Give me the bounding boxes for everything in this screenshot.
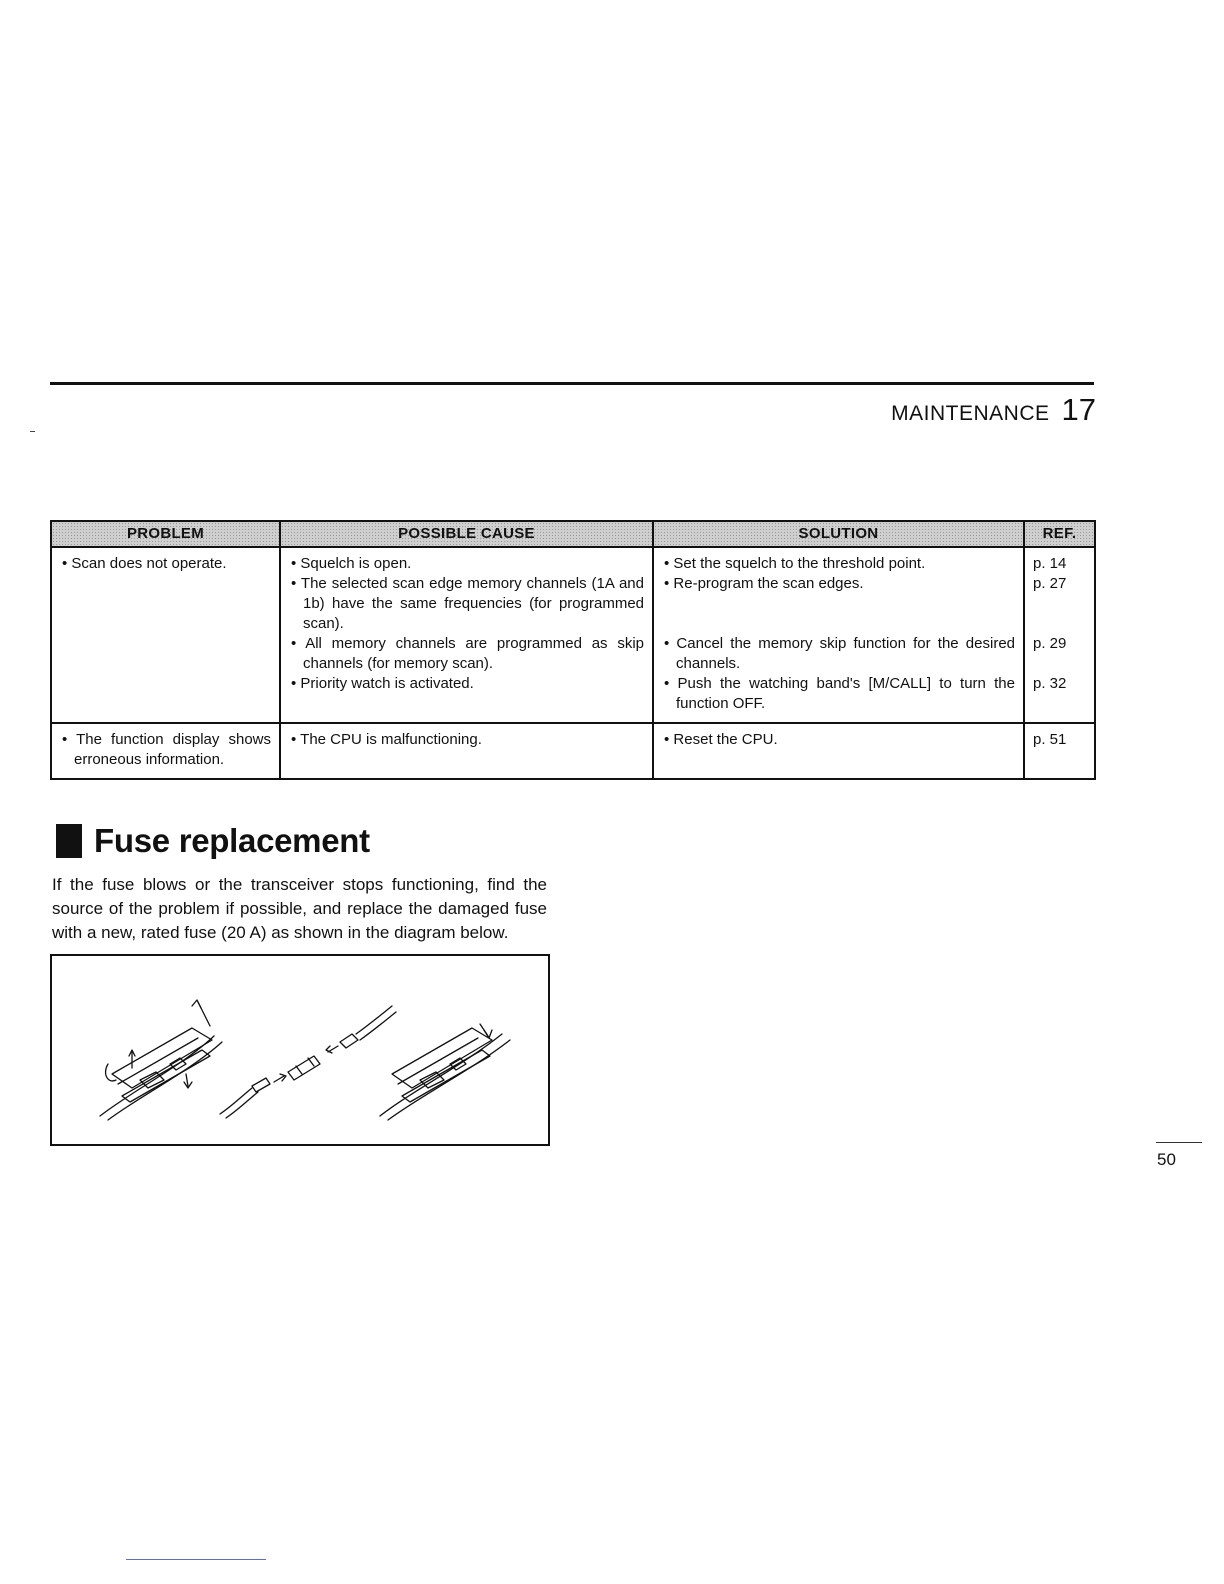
solution-item: • Reset the CPU. <box>662 730 1015 750</box>
spacer <box>1033 654 1086 674</box>
fuse-holder-closed-icon <box>380 1024 510 1120</box>
fuse-illustration <box>52 956 548 1144</box>
cause-cell <box>280 547 653 723</box>
problem-text: • Scan does not operate. <box>60 554 271 574</box>
ref-cell <box>1024 723 1095 779</box>
stray-mark <box>30 431 35 432</box>
spacer <box>662 594 1015 614</box>
section-title: Fuse replacement <box>94 822 370 859</box>
ref-item: p. 51 <box>1033 731 1067 748</box>
solution-cell <box>653 547 1024 723</box>
ref-cell <box>1024 547 1095 723</box>
solution-cell <box>653 723 1024 779</box>
column-header-problem: PROBLEM <box>51 521 280 547</box>
solution-item: • Cancel the memory skip function for the desired channels. <box>662 634 1015 674</box>
page-number: 50 <box>1157 1150 1176 1169</box>
running-head <box>891 392 1096 428</box>
cause-item: • The CPU is malfunctioning. <box>289 730 644 750</box>
column-header-cause: POSSIBLE CAUSE <box>280 521 653 547</box>
problem-cell <box>51 723 280 779</box>
spacer <box>1033 614 1086 634</box>
table-header-row <box>51 521 1095 547</box>
troubleshooting-table <box>50 520 1096 780</box>
solution-item: • Re-program the scan edges. <box>662 574 1015 594</box>
cause-cell <box>280 723 653 779</box>
section-number: 17 <box>1061 392 1096 427</box>
ref-item: p. 32 <box>1033 675 1067 692</box>
section-heading <box>56 822 370 860</box>
cause-item: • Squelch is open. <box>289 554 644 574</box>
ref-item: p. 27 <box>1033 575 1067 592</box>
problem-cell <box>51 547 280 723</box>
solution-item: • Push the watching band's [M/CALL] to turn the function OFF. <box>662 674 1015 714</box>
fuse-icon <box>220 1006 396 1118</box>
ref-item: p. 29 <box>1033 635 1067 652</box>
fuse-holder-open-icon <box>100 1000 222 1120</box>
table-row <box>51 723 1095 779</box>
column-header-ref: REF. <box>1024 521 1095 547</box>
footer-rule <box>1156 1142 1202 1143</box>
section-name: MAINTENANCE <box>891 402 1050 425</box>
table-row <box>51 547 1095 723</box>
ref-item: p. 14 <box>1033 555 1067 572</box>
solution-item: • Set the squelch to the threshold point. <box>662 554 1015 574</box>
fuse-instructions: If the fuse blows or the transceiver stops functioning, find the source of the problem if possible, and replace the damaged fuse with a new, rated fuse (20 A) as shown in the diagram below. <box>52 875 547 942</box>
spacer <box>662 614 1015 634</box>
bottom-line <box>126 1559 266 1560</box>
black-square-icon <box>56 824 82 858</box>
column-header-solution: SOLUTION <box>653 521 1024 547</box>
problem-text: • The function display shows erroneous information. <box>60 730 271 770</box>
cause-item: • Priority watch is activated. <box>289 674 644 694</box>
fuse-diagram <box>50 954 550 1146</box>
cause-item: • The selected scan edge memory channels (1A and 1b) have the same frequencies (for programmed scan). <box>289 574 644 634</box>
cause-item: • All memory channels are programmed as skip channels (for memory scan). <box>289 634 644 674</box>
spacer <box>1033 594 1086 614</box>
header-rule <box>50 382 1094 385</box>
